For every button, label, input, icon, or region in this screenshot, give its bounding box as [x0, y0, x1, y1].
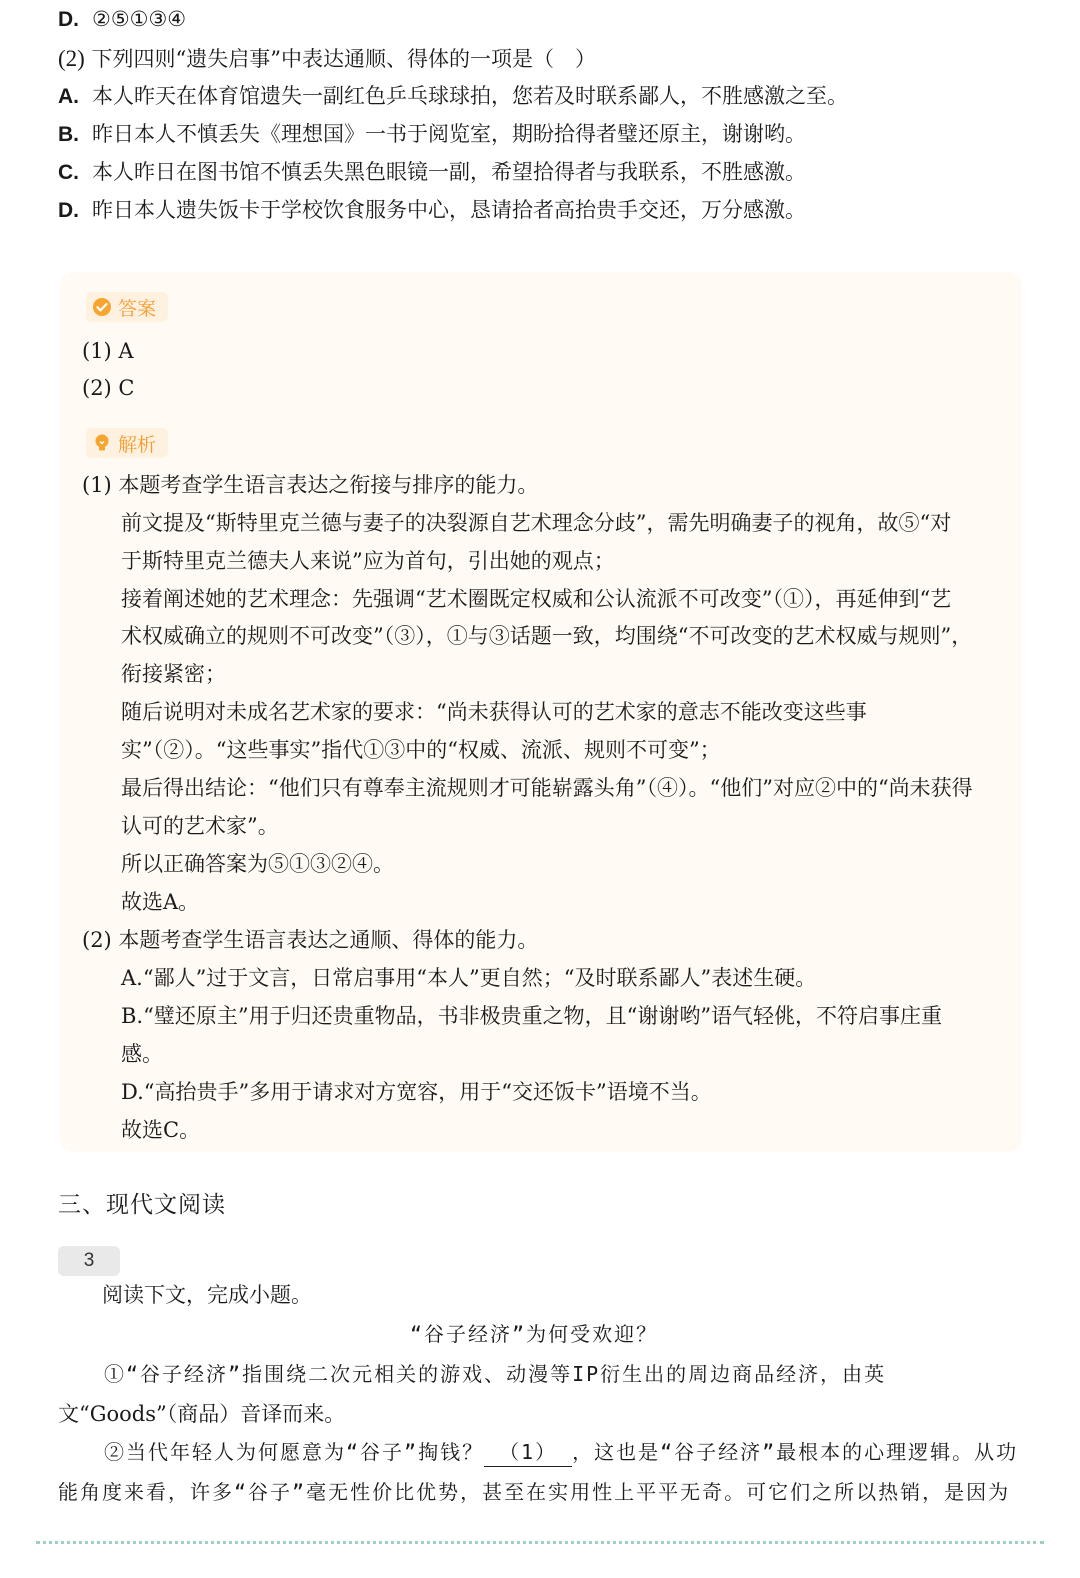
analysis-label: 解析 — [118, 433, 157, 456]
section-title: 三、现代文阅读 — [58, 1192, 226, 1218]
paragraph-2-line-1: ②当代年轻人为何愿意为“谷子”掏钱？ （1） ，这也是“谷子经济”最根本的心理逻辑。从功 — [104, 1438, 1018, 1467]
question-2-title: (2) 下列四则“遗失启事”中表达通顺、得体的一项是（ ） — [58, 46, 596, 71]
analysis-line: 衔接紧密； — [121, 662, 226, 686]
answer-tag — [86, 292, 168, 322]
analysis-line: (1) 本题考查学生语言表达之衔接与排序的能力。 — [82, 473, 539, 497]
answer-line-2: (2) C — [82, 376, 135, 400]
analysis-line: (2) 本题考查学生语言表达之通顺、得体的能力。 — [82, 928, 539, 952]
analysis-line: 认可的艺术家”。 — [121, 814, 279, 838]
analysis-line: 故选C。 — [121, 1118, 201, 1142]
analysis-line: 感。 — [121, 1042, 163, 1066]
paragraph-1-line-1: ①“谷子经济”指围绕二次元相关的游戏、动漫等IP衍生出的周边商品经济，由英 — [104, 1362, 887, 1386]
answer-line-1: (1) A — [82, 339, 134, 363]
option-a: A. 本人昨天在体育馆遗失一副红色乒乓球球拍，您若及时联系鄙人，不胜感激之至。 — [58, 84, 848, 108]
page-divider — [36, 1541, 1044, 1544]
analysis-line: B.“璧还原主”用于归还贵重物品，书非极贵重之物，且“谢谢哟”语气轻佻，不符启事庄重 — [121, 1004, 943, 1028]
analysis-line: A.“鄙人”过于文言，日常启事用“本人”更自然；“及时联系鄙人”表述生硬。 — [121, 966, 817, 990]
analysis-line: 所以正确答案为⑤①③②④。 — [121, 852, 394, 876]
answer-blank: （1） — [484, 1438, 572, 1467]
analysis-line: 术权威确立的规则不可改变”（③），①与③话题一致，均围绕“不可改变的艺术权威与规则”， — [121, 624, 973, 648]
analysis-line: 于斯特里克兰德夫人来说”应为首句，引出她的观点； — [121, 549, 615, 573]
question-number-badge: 3 — [58, 1246, 120, 1276]
paragraph-2-line-2: 能角度来看，许多“谷子”毫无性价比优势，甚至在实用性上平平无奇。可它们之所以热销，是因为 — [58, 1480, 1011, 1504]
lightbulb-icon — [92, 433, 112, 453]
analysis-line: 前文提及“斯特里克兰德与妻子的决裂源自艺术理念分歧”，需先明确妻子的视角，故⑤“对 — [121, 511, 952, 535]
option-d: D. 昨日本人遗失饭卡于学校饮食服务中心，恳请拾者高抬贵手交还，万分感激。 — [58, 198, 806, 222]
option-d-previous: D. ②⑤①③④ — [58, 7, 187, 31]
analysis-line: D.“高抬贵手”多用于请求对方宽容，用于“交还饭卡”语境不当。 — [121, 1080, 712, 1104]
watermark — [267, 8, 291, 38]
answer-label: 答案 — [118, 297, 157, 320]
paragraph-1-line-2: 文“Goods”（商品）音译而来。 — [58, 1402, 346, 1426]
analysis-line: 随后说明对未成名艺术家的要求：“尚未获得认可的艺术家的意志不能改变这些事 — [121, 700, 867, 724]
option-c: C. 本人昨日在图书馆不慎丢失黑色眼镜一副，希望拾得者与我联系，不胜感激。 — [58, 160, 806, 184]
analysis-line: 接着阐述她的艺术理念：先强调“艺术圈既定权威和公认流派不可改变”（①），再延伸到“艺 — [121, 587, 952, 611]
check-badge-icon — [92, 297, 112, 317]
analysis-line: 实”（②）。“这些事实”指代①③中的“权威、流派、规则不可变”； — [121, 738, 721, 762]
article-title: “谷子经济”为何受欢迎？ — [410, 1322, 659, 1346]
instruction-text: 阅读下文，完成小题。 — [102, 1283, 312, 1307]
option-b: B. 昨日本人不慎丢失《理想国》一书于阅览室，期盼拾得者璧还原主，谢谢哟。 — [58, 122, 806, 146]
analysis-line: 最后得出结论：“他们只有尊奉主流规则才可能崭露头角”（④）。“他们”对应②中的“尚未获得 — [121, 776, 973, 800]
analysis-line: 故选A。 — [121, 890, 200, 914]
analysis-tag — [86, 428, 168, 458]
